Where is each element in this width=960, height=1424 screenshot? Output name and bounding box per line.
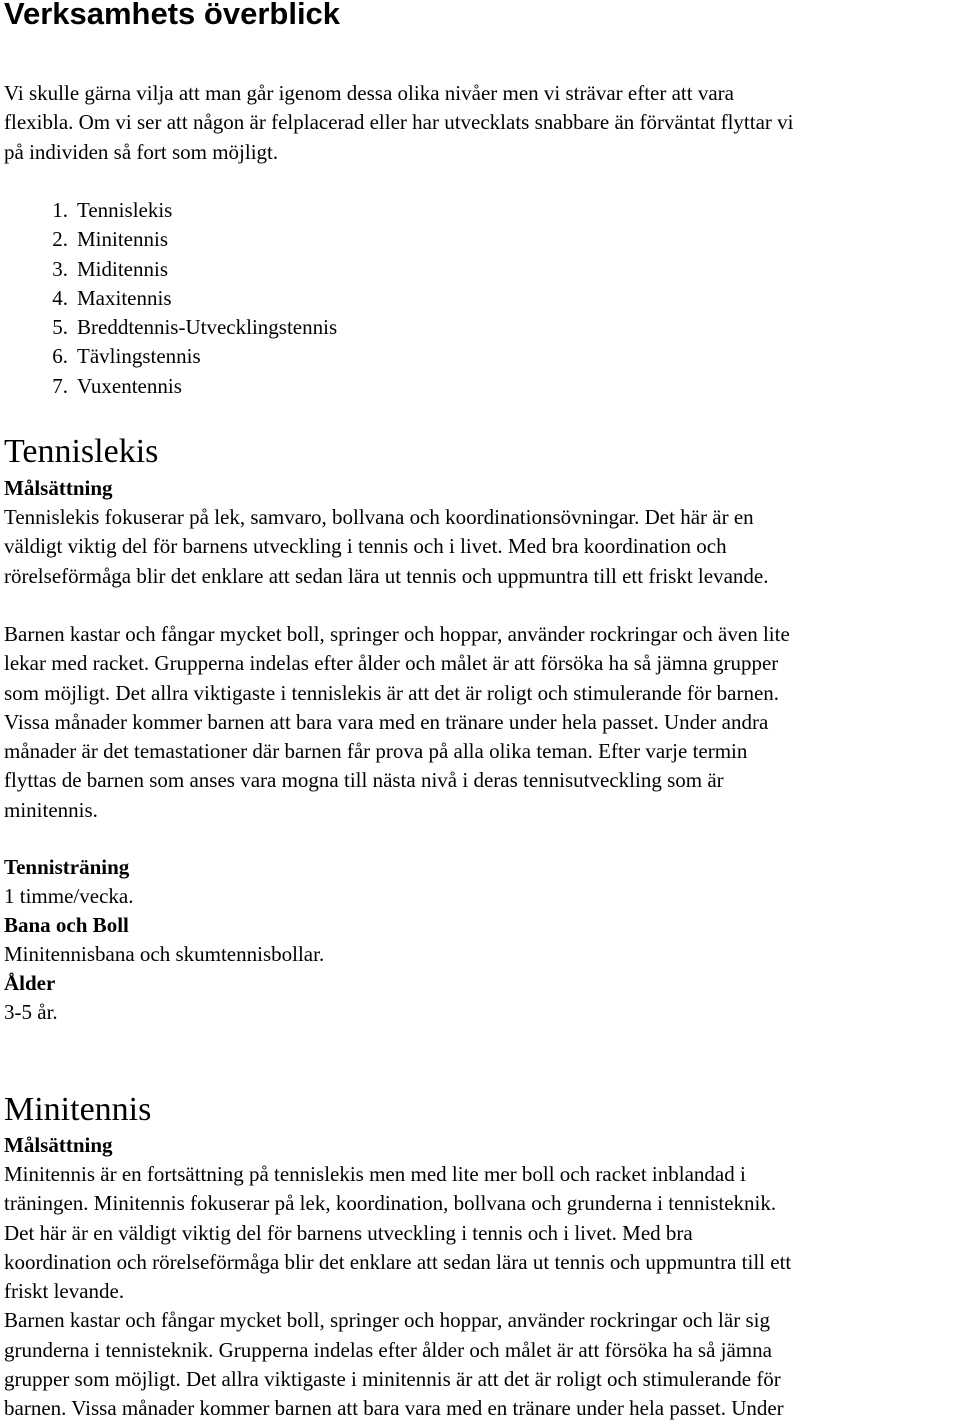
text-line: som möjligt. Det allra viktigaste i tennislekis är att det är roligt och stimulerande för barnen. [4,680,780,705]
list-item: 7. Vuxentennis [52,373,182,398]
training-value: 1 timme/vecka. [4,884,134,908]
text-line: koordination och rörelseförmåga blir det enklare att sedan lära ut tennis och uppmuntra till ett [4,1249,792,1274]
text-line: väldigt viktig del för barnens utveckling i tennis och i livet. Med bra koordination och [4,534,727,559]
text-line: grupper som möjligt. Det allra viktigaste i minitennis är att det är roligt och stimulerande för [4,1367,781,1392]
text-line: rörelseförmåga blir det enklare att sedan lära ut tennis och uppmuntra till ett friskt levande. [4,563,769,588]
list-item: 2. Minitennis [52,227,169,252]
goal-paragraph [4,503,768,591]
list-item: 5. Breddtennis-Utvecklingstennis [52,315,338,340]
training-label: Tennisträning [4,855,130,879]
text-line: minitennis. [4,797,98,822]
court-value: Minitennisbana och skumtennisbollar. [4,942,325,966]
text-line: Det här är en väldigt viktig del för barnens utveckling i tennis och i livet. Med bra [4,1220,693,1245]
text-line: Minitennis är en fortsättning på tennislekis men med lite mer boll och racket inblandad i [4,1162,746,1186]
text-line: månader är det temastationer där barnen får prova på alla olika teman. Efter varje termin [4,739,748,764]
section-heading-tennislekis: Tennislekis [4,433,159,470]
text-line: träningen. Minitennis fokuserar på lek, koordination, bollvana och grunderna i tennisteknik. [4,1191,777,1216]
age-value: 3-5 år. [4,1000,58,1024]
list-item: 4. Maxitennis [52,285,172,310]
text-line: flexibla. Om vi ser att någon är felplacerad eller har utvecklats snabbare än förväntat flyttar vi [4,110,794,135]
list-item: 1. Tennislekis [52,198,173,222]
goal-paragraph [4,1160,791,1424]
list-item: 3. Miditennis [52,256,169,281]
text-line: grunderna i tennisteknik. Grupperna indelas efter ålder och målet är att försöka ha så jämna [4,1337,772,1362]
text-line: Barnen kastar och fångar mycket boll, springer och hoppar, använder rockringar och lär sig [4,1308,770,1333]
text-line: Vissa månader kommer barnen att bara vara med en tränare under hela passet. Under andra [4,709,769,734]
section-heading-minitennis: Minitennis [4,1091,152,1128]
text-line: på individen så fort som möjligt. [4,139,279,164]
text-line: Barnen kastar och fångar mycket boll, springer och hoppar, använder rockringar och även lite [4,622,790,646]
text-line: lekar med racket. Grupperna indelas efter ålder och målet är att försöka ha så jämna grupper [4,651,779,676]
court-label: Bana och Boll [4,913,129,937]
page-title: Verksamhets överblick [4,0,341,31]
text-line: barnen. Vissa månader kommer barnen att bara vara med en tränare under hela passet. Under [4,1396,784,1421]
body-paragraph [4,620,790,825]
text-line: Vi skulle gärna vilja att man går igenom dessa olika nivåer men vi strävar efter att vara [4,81,734,105]
intro-paragraph [4,79,794,167]
list-item: 6. Tävlingstennis [52,344,201,369]
levels-list [0,196,337,401]
goal-label: Målsättning [4,476,113,500]
text-line: flyttas de barnen som anses vara mogna till nästa nivå i deras tennisutveckling som är [4,768,724,793]
age-label: Ålder [4,971,56,995]
goal-label: Målsättning [4,1133,113,1157]
text-line: Tennislekis fokuserar på lek, samvaro, bollvana och koordinationsövningar. Det här är en [4,505,754,529]
text-line: friskt levande. [4,1279,125,1304]
